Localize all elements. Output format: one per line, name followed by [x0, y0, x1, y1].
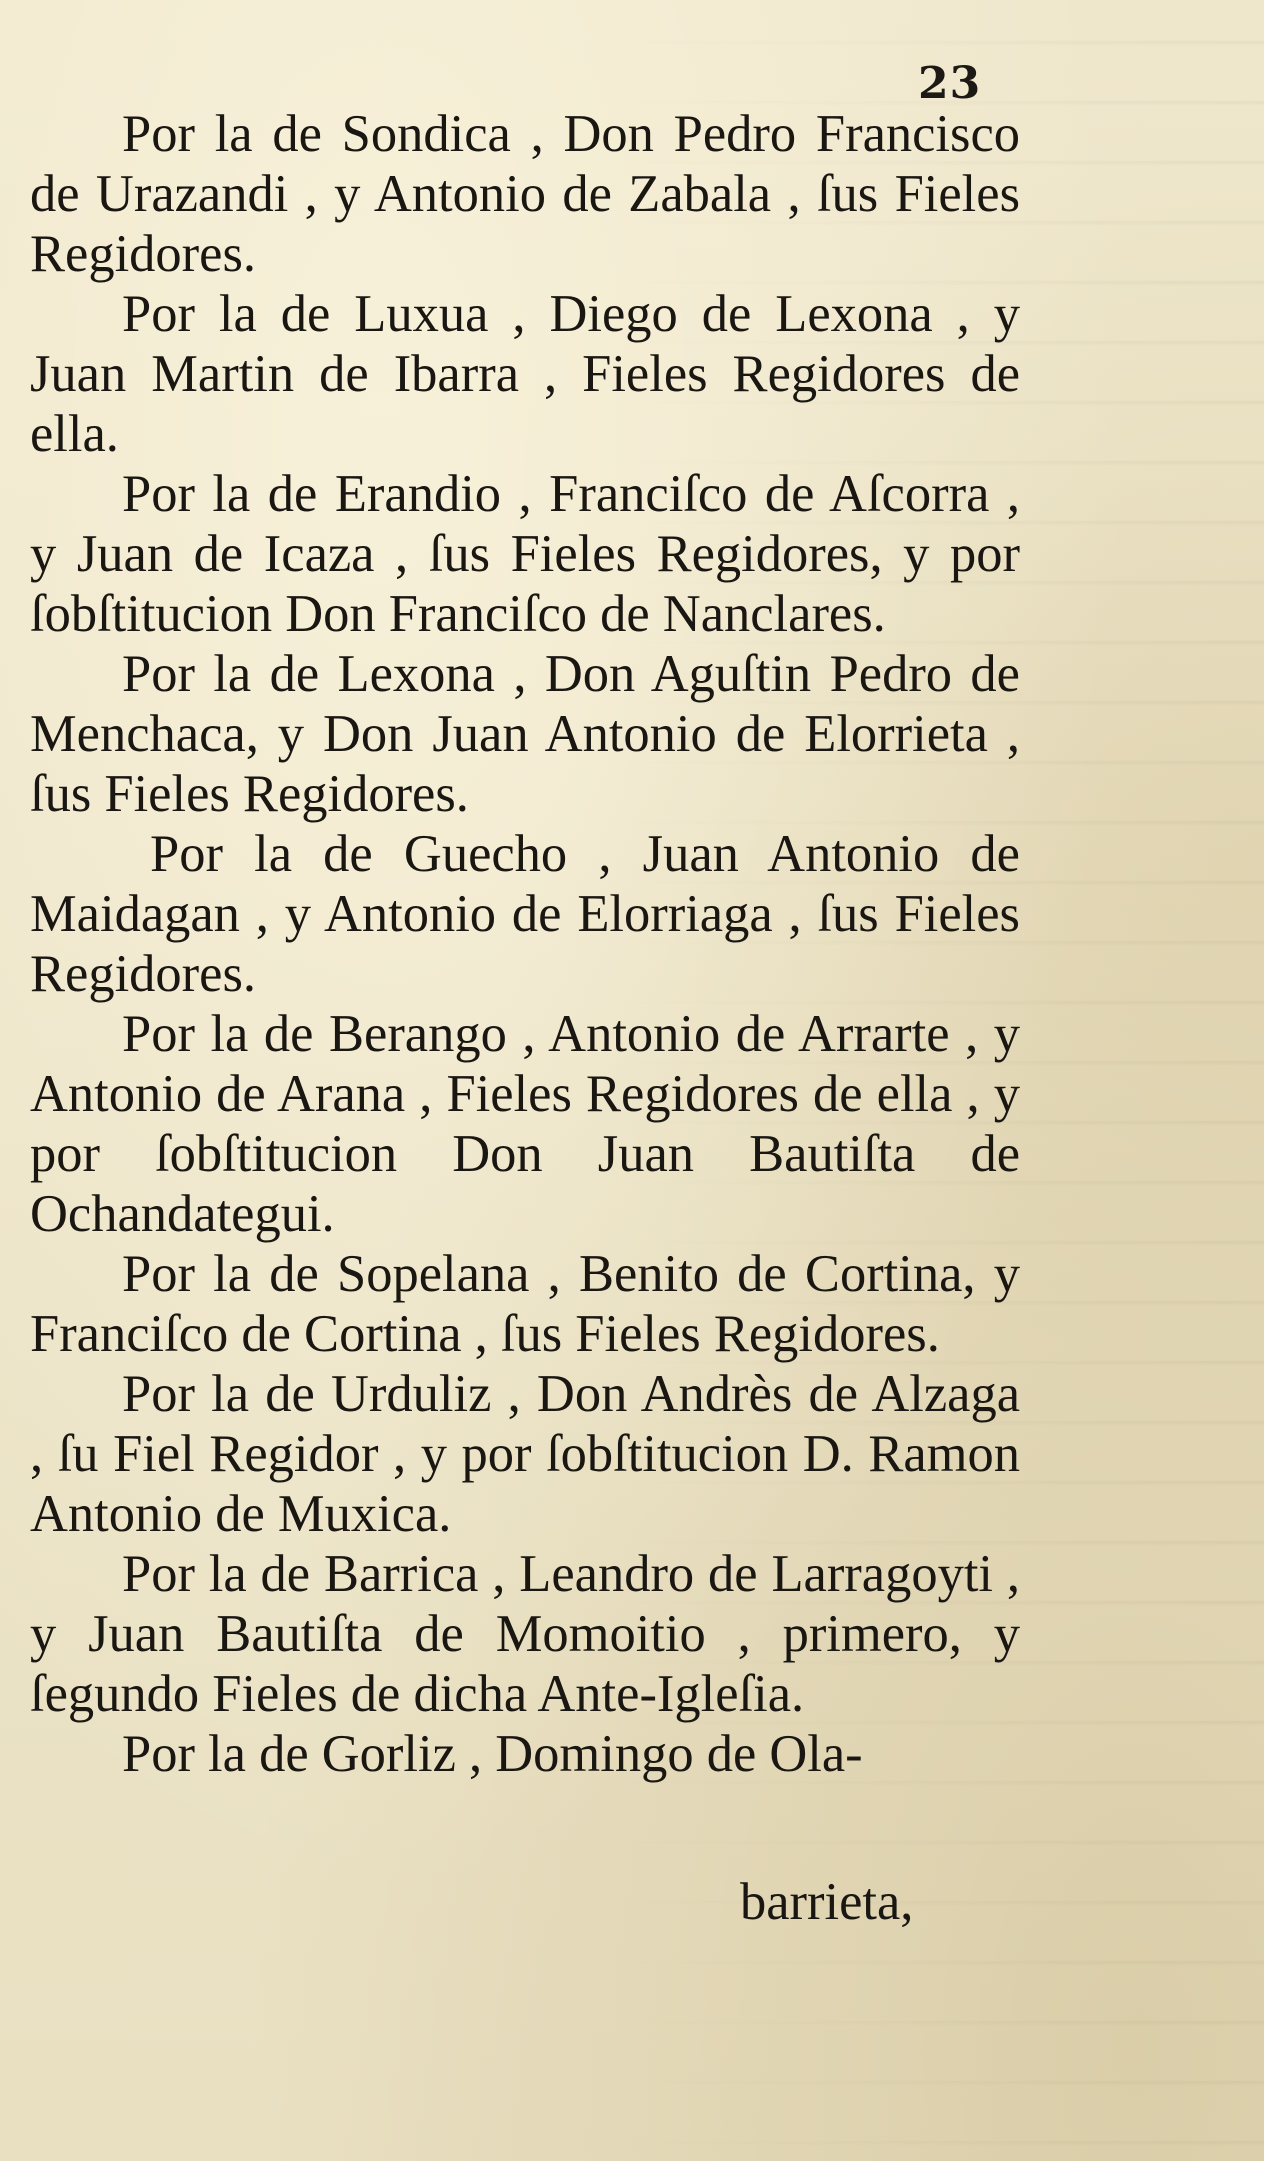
- entry-berango: Por la de Berango , Antonio de Arrarte , y Antonio de Arana , Fieles Regidores de ella , y por ſobſtitucion Don Juan Bautiſta de Ochandategui.: [30, 1005, 1020, 1243]
- entry-sondica: Por la de Sondica , Don Pedro Francisco de Urazandi , y Antonio de Zabala , ſus Fieles Regidores.: [30, 105, 1020, 283]
- entry-lexona: Por la de Lexona , Don Aguſtin Pedro de Menchaca, y Don Juan Antonio de Elorrieta , ſus Fieles Regidores.: [30, 645, 1020, 823]
- entry-guecho: Por la de Guecho , Juan Antonio de Maidagan , y Antonio de Elorriaga , ſus Fieles Regidores.: [30, 825, 1020, 1003]
- page-number: 23: [918, 58, 982, 109]
- entry-luxua: Por la de Luxua , Diego de Lexona , y Juan Martin de Ibarra , Fieles Regidores de ella.: [30, 285, 1020, 463]
- catchword: barrieta,: [740, 1873, 914, 1931]
- entry-sopelana: Por la de Sopelana , Benito de Cortina, y Franciſco de Cortina , ſus Fieles Regidores.: [30, 1245, 1020, 1363]
- entry-erandio: Por la de Erandio , Franciſco de Aſcorra , y Juan de Icaza , ſus Fieles Regidores, y por ſobſtitucion Don Franciſco de Nanclares.: [30, 465, 1020, 643]
- page-body: [30, 104, 1020, 1784]
- entry-gorliz: Por la de Gorliz , Domingo de Ola-: [122, 1725, 863, 1783]
- entry-barrica: Por la de Barrica , Leandro de Larragoyti , y Juan Bautiſta de Momoitio , primero, y ſegundo Fieles de dicha Ante-Igleſia.: [30, 1545, 1020, 1723]
- entry-urduliz: Por la de Urduliz , Don Andrès de Alzaga , ſu Fiel Regidor , y por ſobſtitucion D. Ramon Antonio de Muxica.: [30, 1365, 1020, 1543]
